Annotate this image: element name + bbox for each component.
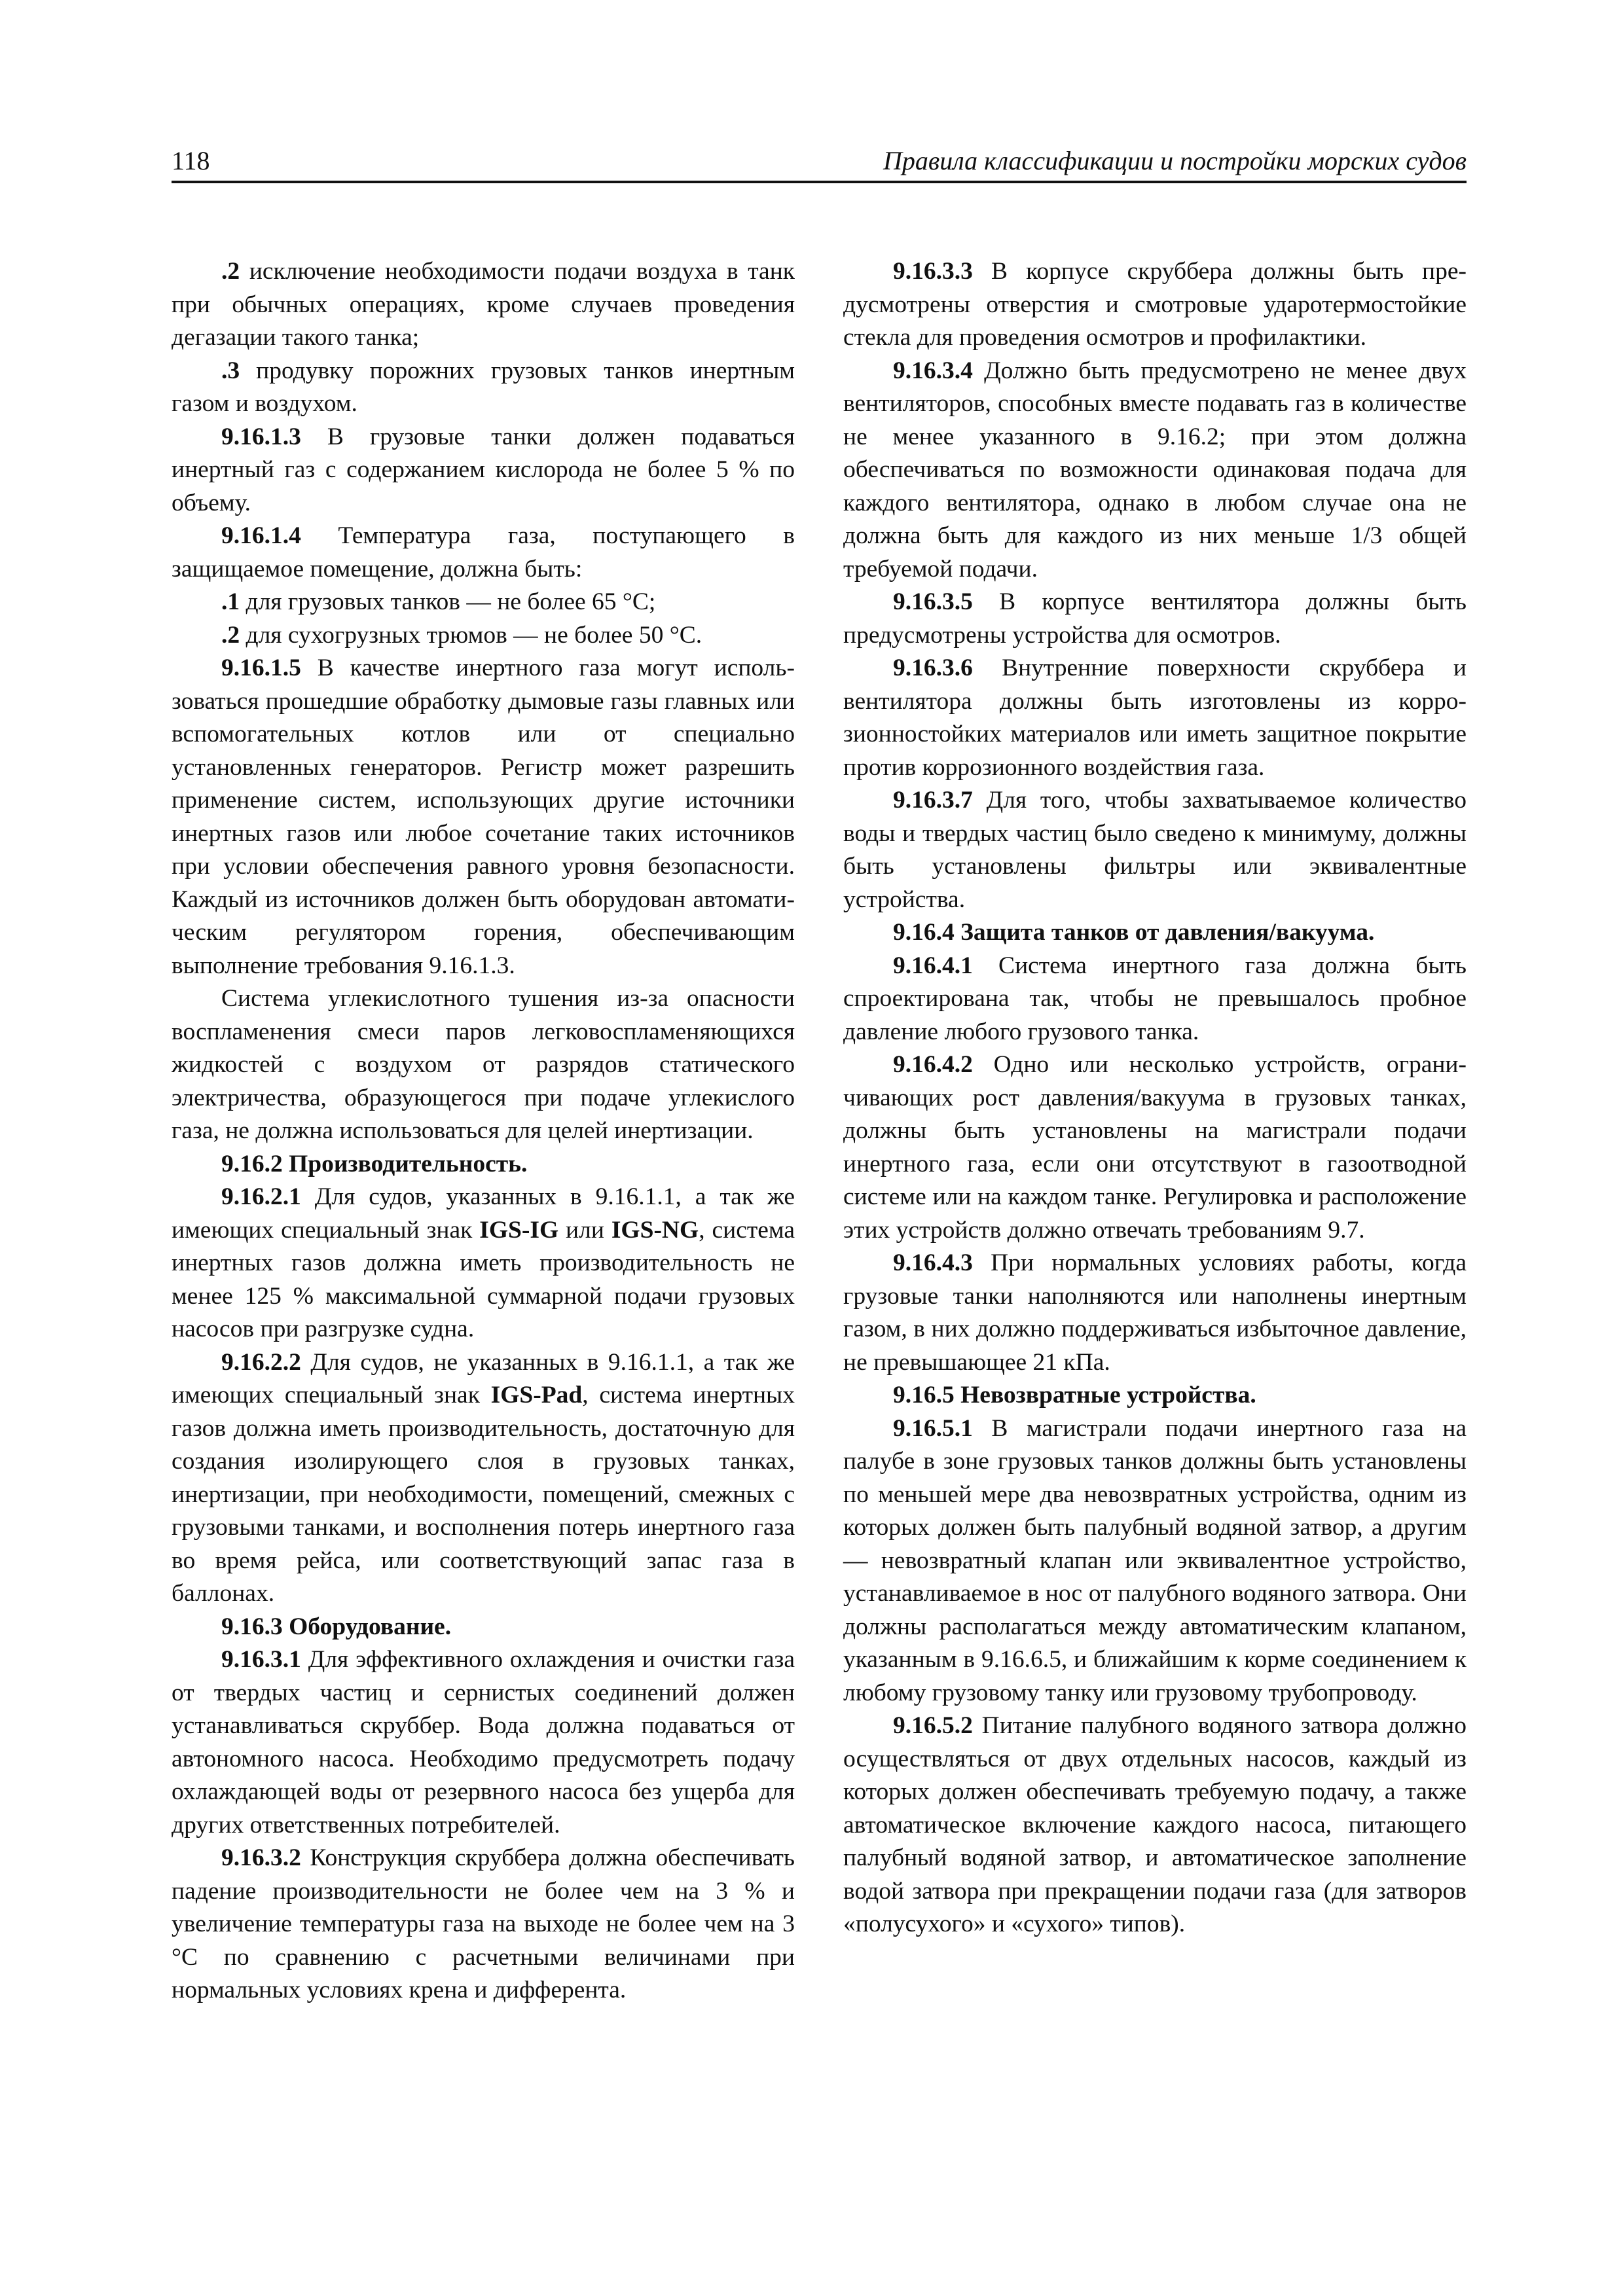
clause-text: При нормальных условиях работы, когда грузовые танки наполняются или наполнены инертным газом, в них должно поддерживаться избыточное давление, не превышающее 21 кПа.: [843, 1249, 1467, 1376]
paragraph: [172, 982, 795, 1148]
paragraph: [843, 1049, 1467, 1247]
running-title: Правила классификации и постройки морских судов: [883, 146, 1467, 175]
clause-number: 9.16.5.2: [893, 1712, 973, 1739]
clause-number: 9.16.3.3: [893, 258, 973, 285]
clause-text: Для судов, не указанных в 9.16.1.1, а так же имеющих специальный знак IGS-Pad, система инертных газов должна иметь производительность, достаточную для создания изолирующего слоя в грузовых танках, инертизации, при необходимости, помещений, смежных с грузовыми танками, и восполнения потерь инертного газа во время рейса, или соответствующий запас газа в баллонах.: [172, 1348, 795, 1607]
paragraph: [843, 652, 1467, 784]
paragraph: [843, 1412, 1467, 1710]
clause-number: .3: [221, 357, 240, 384]
paragraph: [172, 619, 795, 653]
paragraph: [172, 652, 795, 982]
clause-number: 9.16.3 Оборудование.: [221, 1613, 452, 1640]
paragraph: [843, 1710, 1467, 1941]
paragraph: [172, 255, 795, 355]
clause-number: .2: [221, 621, 240, 649]
paragraph: [843, 255, 1467, 355]
clause-text: Конструкция скруббера должна обеспечивать падение производительности не более чем на 3 % и увеличение температуры газа на выходе не более чем на 3 °С по сравнению с расчетными величинами при нормальных условиях крена и дифферента.: [172, 1844, 795, 2003]
page-number: 118: [172, 146, 210, 175]
clause-number: 9.16.3.6: [893, 655, 973, 681]
paragraph: [843, 1247, 1467, 1379]
clause-text: Внутренние поверхности скруббера и вентилятора должны быть изготовлены из коррозионностойких материалов или иметь защитное покрытие против коррозионного воздействия газа.: [843, 655, 1467, 781]
paragraph: [843, 950, 1467, 1049]
section-heading: [843, 916, 1467, 950]
clause-number: 9.16.4.2: [893, 1051, 973, 1078]
clause-text: Питание палубного водяного затвора должно осуществляться от двух отдельных насосов, каждый из которых должен обеспечивать требуемую подачу, а также автоматическое включение каждого насоса, питающего палубный водяной затвор, и автоматическое заполнение водой затвора при прекращении подачи газа (для затворов «полусухого» и «сухого» типов).: [843, 1712, 1467, 1937]
clause-text: Для того, чтобы захватываемое количество воды и твердых частиц было сведено к минимуму, должны быть установлены фильтры или эквивалентные устройства.: [843, 787, 1467, 913]
page-header: [172, 145, 1467, 183]
paragraph: [172, 520, 795, 586]
clause-text: Температура газа, поступающего в защищаемое помещение, должна быть:: [172, 522, 795, 583]
clause-number: 9.16.5 Невозвратные устройства.: [893, 1382, 1256, 1408]
clause-text: Система инертного газа должна быть спроектирована так, чтобы не превышалось пробное давление любого грузового танка.: [843, 952, 1467, 1045]
paragraph: [172, 421, 795, 520]
clause-text: Одно или несколько устройств, ограничивающих рост давления/вакуума в грузовых танках, должны быть установлены на магистрали подачи инертного газа, если они отсутствуют в газоотводной системе или на каждом танке. Регулировка и расположение этих устройств должно отвечать требованиям 9.7.: [843, 1051, 1467, 1244]
clause-text: Для эффективного охлаждения и очистки газа от твердых частиц и сернистых соединений должен устанавливаться скруббер. Вода должна подаваться от автономного насоса. Необходимо предусмотреть подачу охлаждающей воды от резервного насоса без ущерба для других ответственных потребителей.: [172, 1646, 795, 1839]
clause-number: 9.16.4.3: [893, 1249, 973, 1276]
clause-text: В качестве инертного газа могут использоваться прошедшие обработку дымовые газы главных или вспомогательных котлов или от специально установленных генераторов. Регистр может разрешить применение систем, использующих другие источники инертных газов или любое сочетание таких источников при условии обеспечения равного уровня безопасности. Каждый из источников должен быть оборудован автоматическим регулятором горения, обеспечивающим выполнение требования 9.16.1.3.: [172, 655, 795, 979]
clause-text: Система углекислотного тушения из-за опасности воспламенения смеси паров легковоспламеняющихся жидкостей с воздухом от разрядов статического электричества, образующегося при подаче углекислого газа, не должна использоваться для целей инертизации.: [172, 985, 795, 1144]
clause-number: 9.16.4.1: [893, 952, 973, 979]
left-column: [172, 255, 795, 2007]
clause-number: 9.16.1.4: [221, 522, 301, 549]
paragraph: [172, 1643, 795, 1842]
section-heading: [172, 1611, 795, 1644]
paragraph: [172, 355, 795, 421]
clause-number: 9.16.3.2: [221, 1844, 301, 1871]
section-heading: [172, 1148, 795, 1181]
clause-text: В корпусе вентилятора должны быть предусмотрены устройства для осмотров.: [843, 588, 1467, 649]
clause-text: В грузовые танки должен подаваться инертный газ с содержанием кислорода не более 5 % по объему.: [172, 423, 795, 516]
clause-text: В корпусе скруббера должны быть предусмотрены отверстия и смотровые ударотермостойкие стекла для проведения осмотров и профилактики.: [843, 258, 1467, 351]
clause-number: 9.16.3.7: [893, 787, 973, 814]
clause-number: 9.16.2.1: [221, 1183, 301, 1210]
clause-number: 9.16.3.4: [893, 357, 973, 384]
clause-text: для грузовых танков — не более 65 °С;: [240, 588, 656, 615]
paragraph: [172, 1346, 795, 1611]
paragraph: [172, 1181, 795, 1346]
clause-text: исключение необходимости подачи воздуха в танк при обычных операциях, кроме случаев проведения дегазации такого танка;: [172, 258, 795, 351]
clause-text: Для судов, указанных в 9.16.1.1, а так же имеющих специальный знак IGS-IG или IGS-NG, система инертных газов должна иметь производительность не менее 125 % максимальной суммарной подачи грузовых насосов при разгрузке судна.: [172, 1183, 795, 1342]
clause-number: 9.16.2.2: [221, 1348, 301, 1376]
paragraph: [843, 784, 1467, 916]
clause-text: В магистрали подачи инертного газа на палубе в зоне грузовых танков должны быть установлены по меньшей мере два невозвратных устройства, одним из которых должен быть палубный водяной затвор, а другим — невозвратный клапан или эквивалентное устройство, устанавливаемое в нос от палубного водяного затвора. Они должны располагаться между автоматическим клапаном, указанным в 9.16.6.5, и ближайшим к корме соединением к любому грузовому танку или грузовому трубопроводу.: [843, 1414, 1467, 1706]
clause-text: Должно быть предусмотрено не менее двух вентиляторов, способных вместе подавать газ в количестве не менее указанного в 9.16.2; при этом должна обеспечиваться по возможности одинаковая подача для каждого вентилятора, однако в любом случае она не должна быть для каждого из них меньше 1/3 общей требуемой подачи.: [843, 357, 1467, 583]
clause-number: 9.16.5.1: [893, 1414, 973, 1442]
paragraph: [172, 586, 795, 619]
clause-number: 9.16.3.1: [221, 1646, 301, 1673]
clause-text: для сухогрузных трюмов — не более 50 °С.: [240, 621, 702, 649]
paragraph: [843, 355, 1467, 586]
clause-text: продувку порожних грузовых танков инертным газом и воздухом.: [172, 357, 795, 417]
clause-number: 9.16.3.5: [893, 588, 973, 615]
clause-number: 9.16.1.5: [221, 655, 301, 681]
clause-number: .2: [221, 258, 240, 285]
section-heading: [843, 1379, 1467, 1412]
clause-number: .1: [221, 588, 240, 615]
clause-number: 9.16.4 Защита танков от давления/вакуума.: [893, 919, 1375, 946]
right-column: [843, 255, 1467, 1941]
clause-number: 9.16.1.3: [221, 423, 301, 450]
paragraph: [172, 1842, 795, 2007]
clause-number: 9.16.2 Производительность.: [221, 1150, 528, 1177]
paragraph: [843, 586, 1467, 652]
